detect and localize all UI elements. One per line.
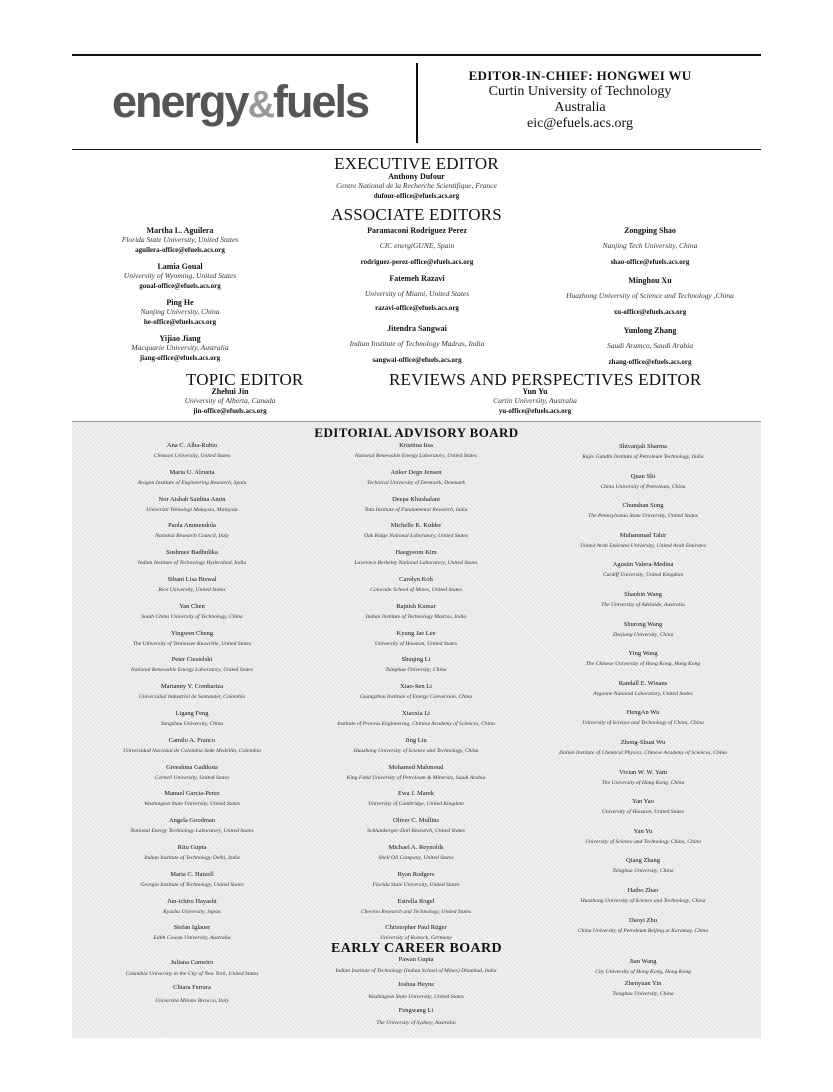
member-name: Paola Ammendola [168, 522, 216, 530]
reviews-editor-email: yu-office@efuels.acs.org [498, 407, 572, 415]
logo-ampersand: & [247, 84, 274, 126]
advisory-member [306, 789, 526, 816]
associate-editor-entry [317, 226, 517, 274]
advisory-column-center [306, 441, 526, 950]
advisory-member [530, 560, 756, 590]
associate-editor-email: aguilera-office@efuels.acs.org [135, 246, 225, 254]
member-name: Manuel Garcia-Perez [164, 790, 220, 798]
advisory-member [82, 736, 302, 763]
member-affiliation: Cardiff University, United Kingdom [602, 572, 684, 579]
member-affiliation: Tsinghua University, China [612, 868, 674, 875]
member-name: Zhong-Shuai Wu [620, 738, 666, 746]
advisory-member [306, 816, 526, 843]
member-name: Maria C. Hatzell [170, 870, 214, 878]
member-affiliation: Rajiv Gandhi Institute of Petroleum Technology, India [582, 454, 704, 460]
member-name: Yan Yao [632, 798, 654, 806]
advisory-member [82, 816, 302, 843]
associate-column-right [550, 226, 750, 372]
advisory-board-top-rule [72, 421, 761, 422]
member-name: Ying Wang [628, 650, 658, 658]
advisory-member [82, 682, 302, 709]
advisory-member [306, 682, 526, 709]
member-name: Ana C. Alba-Rubio [166, 442, 218, 449]
early-career-member-affiliation: Columbia University in the City of New York, United States [125, 971, 259, 977]
associate-editor-email: goual-office@efuels.acs.org [139, 282, 221, 290]
member-name: Yan Chen [179, 602, 205, 610]
member-affiliation: The University of Hong Kong, China [601, 779, 685, 786]
member-name: Ryan Rodgers [397, 870, 435, 878]
member-affiliation: Universiti Teknologi Malaysia, Malaysia [146, 506, 238, 513]
early-career-heading: EARLY CAREER BOARD [330, 941, 503, 956]
advisory-member [530, 768, 756, 798]
associate-editor-name: Lamia Goual [157, 262, 203, 271]
member-name: Shurong Wang [623, 620, 663, 628]
advisory-member [306, 468, 526, 495]
member-affiliation: United Arab Emirates University, United Arab Emirates [580, 542, 706, 549]
associate-editor-name: Paramaconi Rodriguez Perez [367, 226, 467, 235]
advisory-member [530, 442, 756, 472]
member-affiliation: King Fahd University of Petroleum & Minerals, Saudi Arabia [346, 774, 486, 781]
member-affiliation: Technical University of Denmark, Denmark [367, 479, 465, 486]
associate-column-left [80, 226, 280, 370]
member-name: Anker Degn Jensen [390, 468, 442, 476]
advisory-board-heading: EDITORIAL ADVISORY BOARD [314, 425, 519, 440]
member-name: Angela Goodman [168, 817, 216, 825]
reviews-editor-affiliation: Curtin University, Australia [493, 396, 577, 405]
associate-editor-affiliation: Florida State University, United States [121, 235, 239, 244]
member-name: Qiang Zhang [625, 857, 661, 865]
member-affiliation: Florida State University, United States [372, 881, 460, 888]
associate-editor-affiliation: Indian Institute of Technology Madras, India [349, 339, 485, 348]
member-name: Christopher Paul Rüger [385, 924, 447, 932]
associate-editor-entry [80, 226, 280, 262]
early-career-member-name: Chiara Ferrara [173, 983, 211, 991]
member-affiliation: Edith Cowan University, Australia [153, 935, 231, 942]
advisory-member [82, 709, 302, 736]
associate-editor-affiliation: University of Wyoming, United States [123, 271, 237, 280]
member-name: Haibo Zhao [627, 886, 659, 894]
reviews-perspectives-heading: REVIEWS AND PERSPECTIVES EDITOR [389, 370, 702, 389]
topic-editor-email: jin-office@efuels.acs.org [193, 407, 267, 415]
associate-editor-entry [80, 334, 280, 370]
associate-editor-entry [550, 226, 750, 276]
advisory-member [530, 649, 756, 679]
logo-word-energy: energy [112, 76, 248, 127]
member-affiliation: The Pennsylvania State University, United States [588, 513, 698, 520]
early-career-member-name: Pawan Gupta [398, 956, 434, 963]
advisory-member [82, 441, 302, 468]
associate-editor-name: Fatemeh Razavi [389, 274, 445, 283]
member-affiliation: Oak Ridge National Laboratory, United States [363, 533, 469, 540]
member-affiliation: Universidad Nacional de Colombia Sede Medellin, Colombia [123, 747, 261, 754]
member-name: Kristiina Iisa [399, 442, 433, 449]
member-name: HengAn Wu [626, 709, 660, 717]
member-affiliation: Schlumberger-Doll Research, United States [367, 828, 465, 835]
member-name: Oliver C. Mullins [392, 817, 440, 825]
member-name: Xiaoxia Li [402, 709, 430, 717]
member-name: Maria U. Alzueta [169, 468, 215, 476]
member-affiliation: Huazhong University of Science and Technology, China [580, 897, 706, 904]
member-name: Yingwen Cheng [170, 629, 214, 637]
member-affiliation: Chevron Research and Technology, United States [360, 908, 472, 915]
associate-editor-affiliation: Macquarie University, Australia [131, 343, 229, 352]
associate-editor-name: Minghou Xu [628, 276, 672, 285]
associate-editor-email: jiang-office@efuels.acs.org [139, 354, 221, 362]
advisory-member [530, 501, 756, 531]
associate-editor-name: Zongping Shao [624, 226, 676, 235]
member-affiliation: Colorado School of Mines, United States [370, 586, 462, 593]
member-name: Mohamed Mahmoud [388, 763, 444, 771]
member-name: Chunshan Song [622, 502, 664, 510]
reviews-editor-name: Yun Yu [522, 387, 548, 396]
member-affiliation: University of Science and Technology of China, China [582, 720, 704, 727]
executive-editor-heading: EXECUTIVE EDITOR [334, 154, 499, 173]
associate-editor-email: he-office@efuels.acs.org [143, 318, 217, 326]
member-name: Greeshma Gadikota [166, 763, 218, 771]
advisory-member [82, 575, 302, 602]
member-name: Estrella Rogel [397, 897, 435, 905]
advisory-column-left [82, 441, 302, 950]
executive-editor-affiliation: Centre National de la Recherche Scientifique, France [336, 181, 497, 190]
associate-editor-affiliation: Saudi Aramco, Saudi Arabia [607, 341, 693, 350]
member-name: Haegyeom Kim [395, 549, 437, 557]
member-affiliation: Indian Institute of Technology Madras, India [365, 613, 467, 620]
member-name: Ewa J. Marek [398, 790, 434, 798]
member-name: Shivanjali Sharma [619, 443, 667, 450]
early-career-column-left [82, 956, 302, 1009]
member-affiliation: Tsinghua University, China [385, 667, 447, 674]
associate-editor-email: shao-office@efuels.acs.org [610, 258, 690, 266]
header-vertical-divider [416, 63, 418, 143]
associate-editor-entry [317, 324, 517, 370]
member-affiliation: Huazhong University of Science and Technology, China [353, 747, 479, 754]
associate-editor-entry [80, 298, 280, 334]
advisory-member [306, 575, 526, 602]
advisory-member [530, 531, 756, 561]
member-affiliation: The University of Adelaide, Australia [601, 601, 685, 608]
advisory-member [530, 590, 756, 620]
member-name: Nor Aishah Saidina Amin [158, 495, 226, 503]
member-name: Kyung Jae Lee [396, 629, 436, 637]
early-career-member-affiliation: Indian Institute of Technology (Indian School of Mines) Dhanbad, India [335, 968, 497, 974]
member-name: Quan Shi [630, 472, 656, 480]
advisory-member [530, 708, 756, 738]
member-name: Agustin Valera-Medina [612, 561, 674, 569]
member-affiliation: Rice University, United States [158, 586, 226, 593]
advisory-member [306, 870, 526, 897]
member-affiliation: Georgia Institute of Technology, United States [140, 881, 244, 888]
advisory-column-right [530, 442, 756, 945]
advisory-member [306, 709, 526, 736]
associate-editor-entry [550, 326, 750, 372]
topic-editor-entry [130, 388, 330, 416]
early-career-member-name: Fengwang Li [398, 1007, 434, 1014]
associate-editor-entry [550, 276, 750, 326]
advisory-member [306, 843, 526, 870]
member-name: Rajnish Kumar [396, 602, 436, 610]
member-affiliation: Zhejiang University, China [612, 631, 674, 638]
member-affiliation: National Research Council, Italy [155, 533, 229, 540]
early-career-member-affiliation: City University of Hong Kong, Hong Kong [595, 969, 691, 975]
member-affiliation: South China University of Technology, China [141, 613, 243, 620]
associate-editor-affiliation: Nanjing University, China [140, 307, 220, 316]
advisory-member [82, 629, 302, 656]
member-name: Daoyi Zhu [629, 916, 657, 924]
associate-editor-email: zhang-office@efuels.acs.org [608, 358, 692, 366]
member-affiliation: Indian Institute of Technology Hyderabad, India [137, 560, 247, 567]
editor-in-chief-block [430, 67, 730, 132]
associate-editor-name: Yijiao Jiang [159, 334, 201, 343]
topic-editor-name: Zhehui Jin [211, 387, 249, 396]
advisory-member [306, 495, 526, 522]
associate-editor-affiliation: CIC energiGUNE, Spain [379, 241, 455, 250]
advisory-member [306, 763, 526, 790]
advisory-member [82, 495, 302, 522]
associate-column-center [317, 226, 517, 370]
advisory-member [530, 856, 756, 886]
member-name: Carolyn Koh [399, 575, 433, 583]
member-affiliation: National Energy Technology Laboratory, United States [130, 828, 254, 835]
advisory-member [82, 789, 302, 816]
member-affiliation: National Renewable Energy Laboratory, United States [130, 667, 254, 674]
eic-country: Australia [554, 100, 606, 115]
member-affiliation: University of Science and Technology China, China [585, 838, 701, 845]
member-affiliation: University of Rostock, Germany [380, 935, 452, 942]
member-name: Vivian W. W. Yam [618, 768, 667, 776]
member-name: Jun-ichiro Hayashi [167, 897, 217, 905]
eic-title: EDITOR-IN-CHIEF: HONGWEI WU [468, 68, 692, 83]
member-affiliation: Kyushu University, Japan [163, 908, 221, 915]
topic-editor-heading: TOPIC EDITOR [186, 370, 304, 389]
early-career-member-name: Joshua Heyne [397, 981, 435, 988]
advisory-member [82, 870, 302, 897]
advisory-member [82, 468, 302, 495]
advisory-member [530, 886, 756, 916]
member-affiliation: University of Houston, United States [374, 640, 458, 647]
early-career-member-name: Jian Wang [629, 958, 657, 965]
executive-editor-entry [0, 172, 833, 201]
advisory-member [306, 602, 526, 629]
member-name: Peter Ciesielski [171, 656, 213, 664]
member-name: Deepa Khushalani [392, 495, 440, 503]
early-career-member-affiliation: The University of Sydney, Australia [376, 1020, 456, 1026]
advisory-member [530, 679, 756, 709]
advisory-member [306, 736, 526, 763]
member-name: Camilo A. Franco [168, 736, 216, 744]
member-affiliation: Lawrence Berkeley National Laboratory, United States [354, 560, 478, 567]
member-name: Sushmee Badhulika [166, 549, 218, 557]
advisory-member [82, 763, 302, 790]
associate-editor-email: razavi-office@efuels.acs.org [375, 304, 459, 312]
member-name: Xiao-Sen Li [400, 683, 432, 691]
member-name: Ritu Gupta [177, 843, 207, 851]
member-affiliation: National Renewable Energy Laboratory, United States [354, 453, 478, 459]
associate-editor-name: Yunlong Zhang [623, 326, 677, 335]
associate-editor-email: sangwai-office@efuels.acs.org [372, 356, 462, 364]
advisory-member [530, 797, 756, 827]
advisory-member [530, 916, 756, 946]
reviews-editor-entry [435, 388, 635, 416]
member-affiliation: The University of Tennessee Knoxville, United States [132, 640, 252, 647]
topic-editor-affiliation: University of Alberta, Canada [184, 396, 276, 405]
member-name: Shaobin Wang [624, 590, 662, 598]
advisory-member [82, 521, 302, 548]
member-affiliation: Universidad Industrial de Santander, Colombia [138, 694, 246, 701]
member-name: Muhammad Tahir [619, 531, 667, 539]
advisory-member [82, 602, 302, 629]
early-career-member-affiliation: Università Milano Bicocca, Italy [155, 997, 229, 1004]
advisory-member [306, 655, 526, 682]
early-career-member-name: Juliana Carneiro [170, 959, 214, 966]
header-bottom-rule [72, 149, 761, 150]
member-name: Yan Yu [633, 827, 653, 835]
executive-editor-name: Anthony Dufour [388, 172, 445, 181]
member-name: Ligang Feng [175, 709, 209, 717]
associate-editor-entry [317, 274, 517, 324]
early-career-column-center [306, 954, 526, 1029]
associate-editor-entry [80, 262, 280, 298]
member-affiliation: Argonne National Laboratory, United States [593, 690, 693, 697]
associate-editor-affiliation: Nanjing Tech University, China [602, 241, 698, 250]
early-career-member-name: Zhenyuan Yin [624, 980, 662, 987]
advisory-member [82, 843, 302, 870]
associate-editor-affiliation: Huazhong University of Science and Technology ,China [566, 291, 734, 300]
member-affiliation: University of Houston, United States [601, 809, 685, 816]
member-affiliation: Washington State University, United States [144, 801, 240, 808]
associate-editors-heading: ASSOCIATE EDITORS [331, 205, 502, 224]
member-name: Stefan Iglauer [173, 924, 211, 932]
advisory-member [82, 548, 302, 575]
member-name: Michael A. Reynolds [388, 843, 444, 851]
advisory-member [530, 738, 756, 768]
member-affiliation: Tata Institute of Fundamental Research, India [364, 506, 468, 513]
executive-editor-email: dufour-office@efuels.acs.org [373, 192, 460, 200]
member-name: Sibani Lisa Biswal [167, 575, 217, 583]
member-name: Randall E. Winans [618, 679, 668, 687]
member-affiliation: Dalian Institute of Chemical Physics, Chinese Academy of Sciences, China [559, 749, 727, 756]
member-affiliation: Institute of Process Engineering, Chinese Academy of Sciences, China [337, 720, 495, 727]
advisory-member [530, 472, 756, 502]
associate-editor-email: xu-office@efuels.acs.org [613, 308, 687, 316]
member-affiliation: Guangzhou Institute of Energy Conversion, China [359, 694, 473, 701]
associate-editor-name: Jitendra Sangwai [387, 324, 447, 333]
member-affiliation: Indian Institute of Technology Delhi, India [144, 854, 240, 861]
associate-editor-email: rodriguez-perez-office@efuels.acs.org [360, 258, 474, 266]
journal-logo [112, 74, 382, 130]
advisory-member [82, 897, 302, 924]
member-name: Michelle K. Kidder [390, 522, 442, 530]
early-career-member-affiliation: Washington State University, United States [368, 994, 464, 1000]
eic-email: eic@efuels.acs.org [527, 116, 633, 131]
advisory-member [306, 897, 526, 924]
early-career-column-right [530, 956, 756, 1000]
advisory-member [306, 521, 526, 548]
member-affiliation: China University of Petroleum Beijing at Karamay, China [577, 927, 709, 934]
advisory-member [530, 620, 756, 650]
advisory-member [306, 441, 526, 468]
advisory-member [530, 827, 756, 857]
member-affiliation: University of Cambridge, United Kingdom [368, 801, 464, 808]
member-name: Shuqing Li [401, 656, 431, 664]
associate-editor-affiliation: University of Miami, United States [364, 289, 470, 298]
advisory-member [306, 548, 526, 575]
member-affiliation: The Chinese University of Hong Kong, Hong Kong [585, 661, 701, 668]
member-affiliation: Aragon Institute of Engineering Research, Spain [137, 479, 247, 486]
member-affiliation: Yangzhou University, China [160, 720, 224, 727]
eic-affiliation: Curtin University of Technology [488, 84, 672, 99]
top-rule [72, 54, 761, 56]
advisory-member [306, 629, 526, 656]
member-affiliation: Cornell University, United States [154, 774, 230, 781]
member-affiliation: China University of Petroleum, China [600, 483, 686, 490]
member-affiliation: Shell Oil Company, United States [378, 854, 454, 861]
member-name: Jing Liu [405, 736, 427, 744]
associate-editor-name: Martha L. Aguilera [146, 226, 214, 235]
member-name: Marianny Y. Combariza [160, 683, 224, 691]
advisory-member [82, 655, 302, 682]
logo-word-fuels: fuels [273, 76, 369, 127]
early-career-member-affiliation: Tsinghua University, China [612, 991, 674, 997]
member-affiliation: Clemson University, United States [153, 453, 231, 459]
associate-editor-name: Ping He [166, 298, 194, 307]
